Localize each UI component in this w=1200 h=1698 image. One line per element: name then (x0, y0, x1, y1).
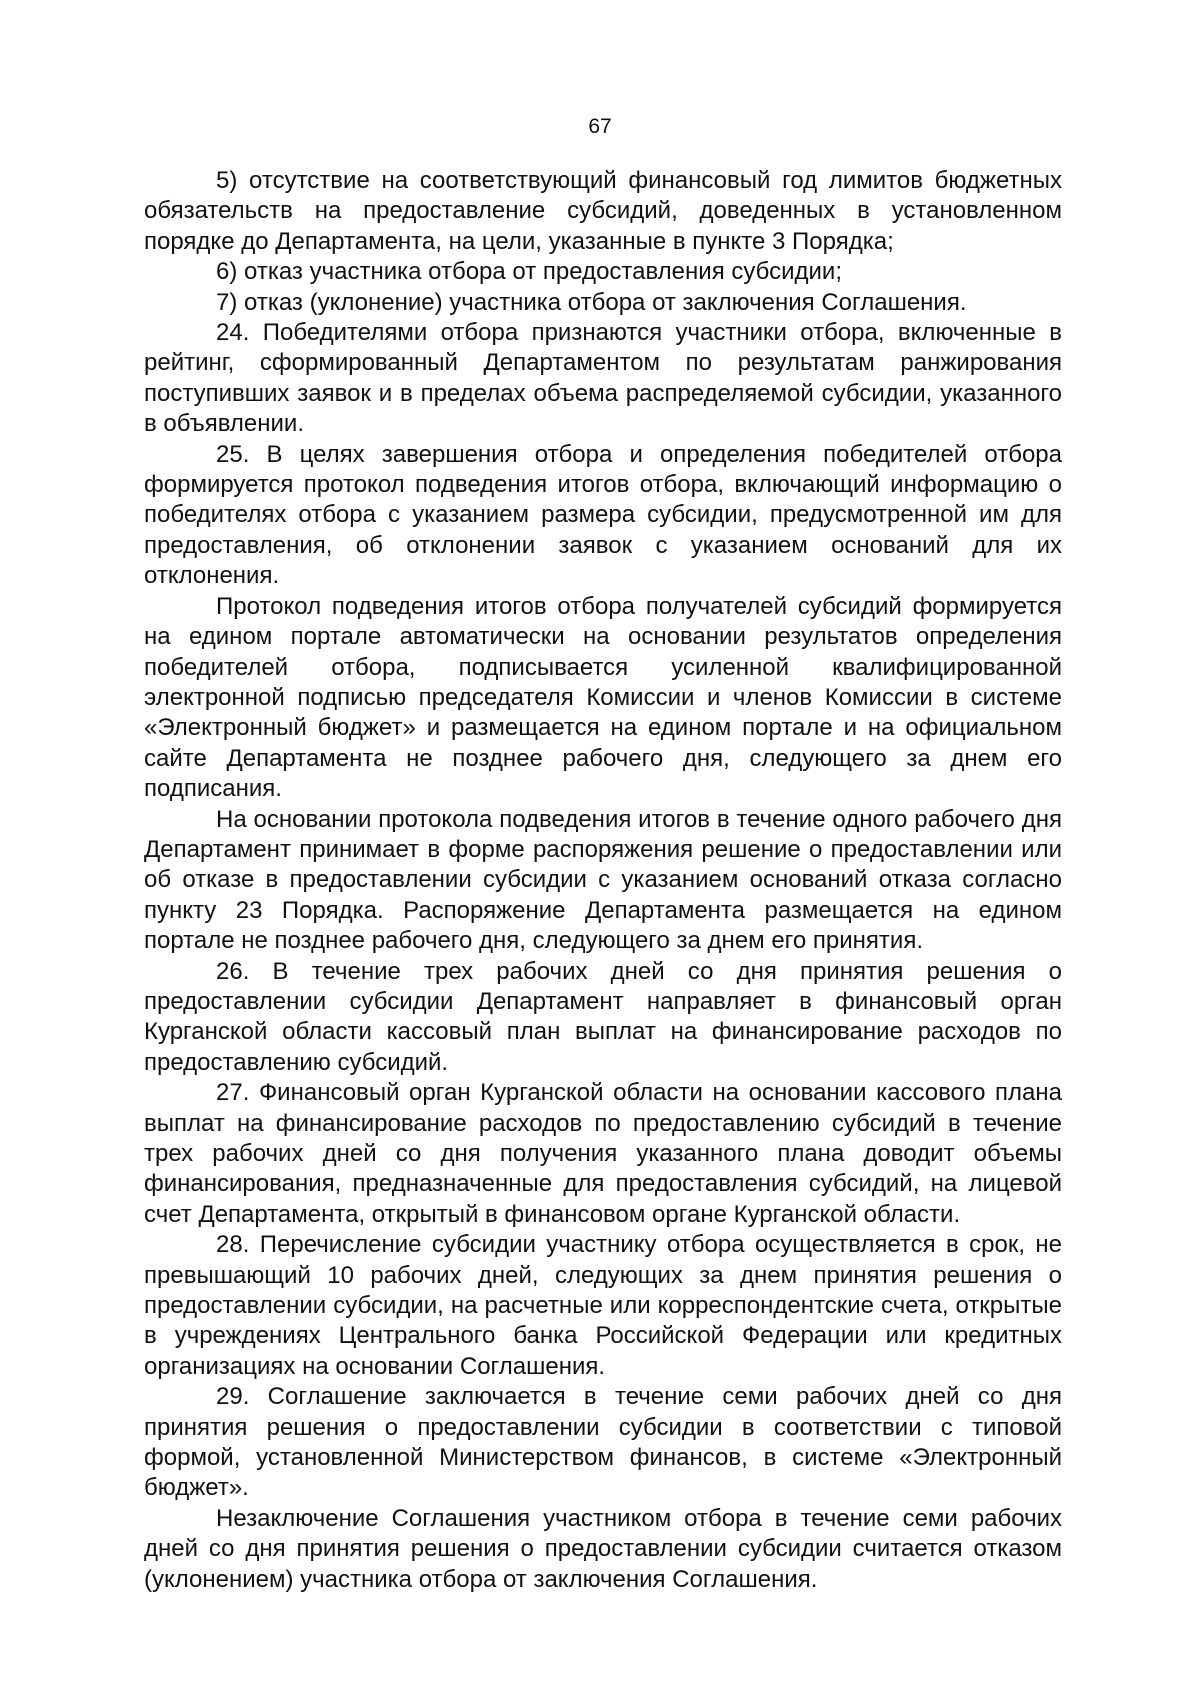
paragraph-item-6: 6) отказ участника отбора от предоставления субсидии; (216, 258, 842, 286)
paragraph-clause-27: 27. Финансовый орган Курганской области на основании кассового плана выплат на финансирование расходов по предоставлению субсидий в течение трех рабочих дней со дня получения указанного плана доводит объемы финансирования, предназначенные для предоставления субсидий, на лицевой счет Департамента, открытый в финансовом органе Курганской области. (144, 1079, 1062, 1228)
paragraph-clause-26: 26. В течение трех рабочих дней со дня принятия решения о предоставлении субсидии Департамент направляет в финансовый орган Курганской области кассовый план выплат на финансирование расходов по предоставлению субсидий. (144, 957, 1062, 1076)
paragraph-decision: На основании протокола подведения итогов в течение одного рабочего дня Департамент принимает в форме распоряжения решение о предоставлении или об отказе в предоставлении субсидии с указанием оснований отказа согласно пункту 23 Порядка. Распоряжение Департамента размещается на едином портале не позднее рабочего дня, следующего за днем его принятия. (144, 805, 1062, 955)
paragraph-non-conclusion: Незаключение Соглашения участником отбора в течение семи рабочих дней со дня принятия решения о предоставлении субсидии считается отказом (уклонением) участника отбора от заключения Соглашения. (144, 1504, 1062, 1593)
paragraph-item-5: 5) отсутствие на соответствующий финансовый год лимитов бюджетных обязательств на предоставление субсидий, доведенных в установленном порядке до Департамента, на цели, указанные в пункте 3 Порядка; (144, 167, 1062, 255)
page-number: 67 (588, 115, 612, 138)
paragraph-clause-24: 24. Победителями отбора признаются участники отбора, включенные в рейтинг, сформированный Департаментом по результатам ранжирования поступивших заявок и в пределах объема распределяемой субсидии, указанного в объявлении. (144, 319, 1062, 438)
paragraph-protocol: Протокол подведения итогов отбора получателей субсидий формируется на едином портале автоматически на основании результатов определения победителей отбора, подписывается усиленной квалифицированной электронной подписью председателя Комиссии и членов Комиссии в системе «Электронный бюджет» и размещается на едином портале и на официальном сайте Департамента не позднее рабочего дня, следующего за днем его подписания. (144, 592, 1062, 803)
paragraph-clause-28: 28. Перечисление субсидии участнику отбора осуществляется в срок, не превышающий 10 рабочих дней, следующих за днем принятия решения о предоставлении субсидии, на расчетные или корреспондентские счета, открытые в учреждениях Центрального банка Российской Федерации или кредитных организациях на основании Соглашения. (144, 1231, 1062, 1380)
paragraph-item-7: 7) отказ (уклонение) участника отбора от заключения Соглашения. (216, 288, 967, 316)
paragraph-clause-25: 25. В целях завершения отбора и определения победителей отбора формируется протокол подведения итогов отбора, включающий информацию о победителях отбора с указанием размера субсидии, предусмотренной им для предоставления, об отклонении заявок с указанием оснований для их отклонения. (144, 440, 1062, 590)
paragraph-clause-29: 29. Соглашение заключается в течение семи рабочих дней со дня принятия решения о предоставлении субсидии в соответствии с типовой формой, установленной Министерством финансов, в системе «Электронный бюджет». (144, 1383, 1062, 1502)
document-body (144, 166, 1062, 1595)
